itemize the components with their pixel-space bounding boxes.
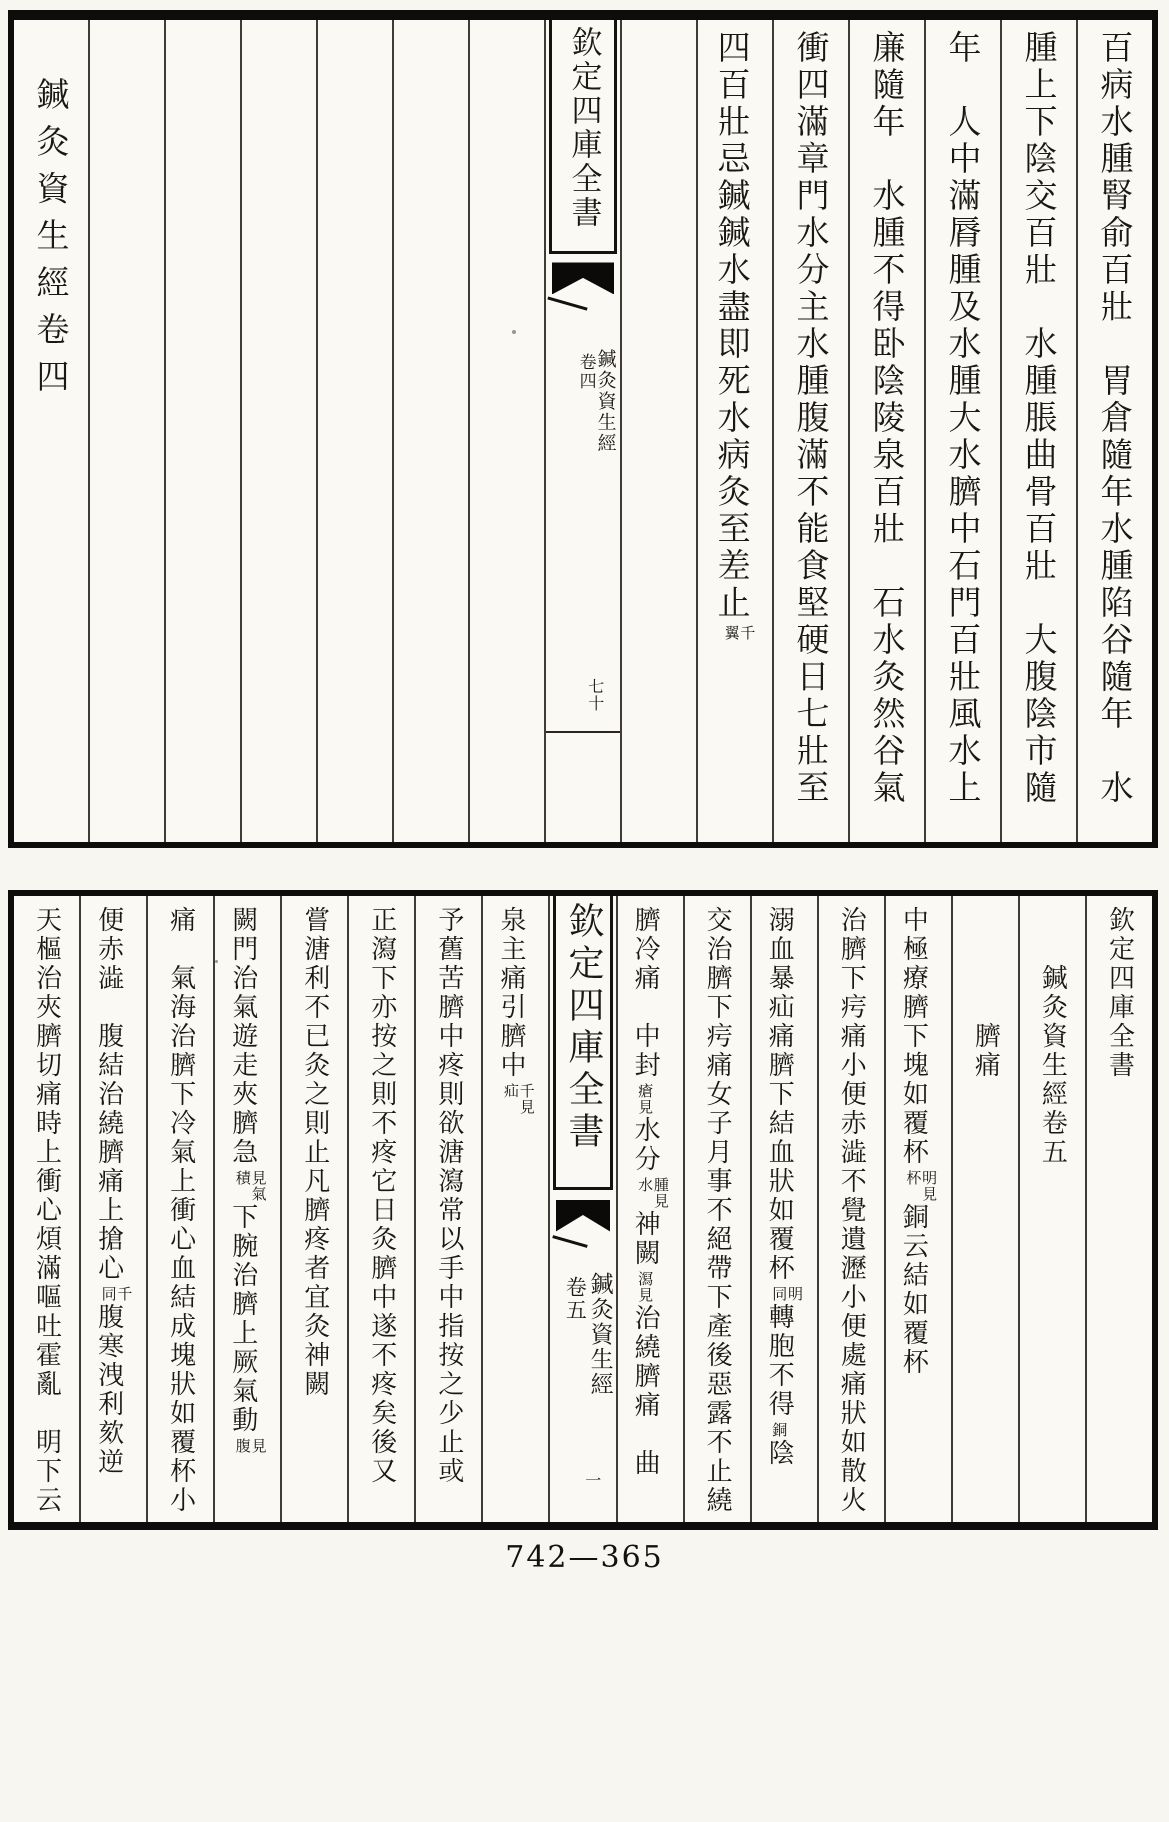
note-left-line: 水 xyxy=(636,1177,655,1193)
column-text xyxy=(943,20,983,842)
column-text xyxy=(898,896,939,1522)
text-column-16 xyxy=(79,896,146,1522)
text-column-4 xyxy=(848,20,924,842)
empty-column xyxy=(316,20,392,842)
banxin-book-title: 鍼灸資生經 xyxy=(594,348,617,454)
column-text xyxy=(1095,20,1135,842)
text-segment: 便赤澁 腹結治繞臍痛上搶心 xyxy=(93,906,124,1283)
column-text xyxy=(93,896,134,1522)
interlinear-note xyxy=(502,1083,534,1115)
title-cartouche xyxy=(553,896,612,1190)
fishtail-mark xyxy=(556,1200,611,1232)
text-segment: 溺血暴疝痛臍下結血狀如覆杯 xyxy=(764,906,795,1283)
note-left-line: 同 xyxy=(770,1286,789,1302)
note-right-line: 見 xyxy=(249,1438,268,1454)
text-segment: 臍冷痛 中封 xyxy=(630,906,661,1080)
text-segment: 水分 xyxy=(630,1116,661,1174)
text-segment: 予舊苦臍中疼則欲溏瀉常以手中指按之少止或 xyxy=(433,906,464,1486)
fishtail-stroke xyxy=(548,297,588,311)
column-text xyxy=(1019,20,1059,842)
note-right-line: 明 xyxy=(786,1286,805,1302)
text-segment: 嘗溏利不已灸之則止凡臍疼者宜灸神闕 xyxy=(299,906,330,1399)
reprint-page-number: 742—365 xyxy=(505,1540,664,1575)
empty-column xyxy=(88,20,164,842)
column-text xyxy=(31,20,71,842)
interlinear-note xyxy=(636,1083,655,1115)
empty-column xyxy=(392,20,468,842)
note-right-line: 千 xyxy=(115,1286,134,1302)
text-segment: 闕門治氣遊走夾臍急 xyxy=(227,906,258,1167)
column-text xyxy=(632,896,668,1522)
text-column-3 xyxy=(951,896,1018,1522)
bottom-page-block xyxy=(8,890,1158,1530)
text-segment: 痛 氣海治臍下冷氣上衝心血結成塊狀如覆杯小 xyxy=(165,906,196,1515)
text-segment: 中極療臍下塊如覆杯 xyxy=(898,906,929,1167)
text-column-6 xyxy=(750,896,817,1522)
banxin-volume-label: 卷四 xyxy=(575,352,596,391)
text-segment: 腫上下陰交百壯 水腫脹曲骨百壯 大腹陰市隨 xyxy=(1019,30,1059,807)
text-segment: 下腕治臍上厥氣動 xyxy=(227,1203,258,1435)
column-text xyxy=(712,20,757,842)
column-text xyxy=(1104,896,1135,1522)
interlinear-note xyxy=(100,1286,132,1302)
text-segment: 治臍下疞痛小便赤澁不覺遺瀝小便處痛狀如散火 xyxy=(836,906,867,1515)
text-column-5 xyxy=(817,896,884,1522)
column-text xyxy=(227,896,268,1522)
text-segment: 年 人中滿脣腫及水腫大水臍中石門百壯風水上 xyxy=(943,30,983,807)
text-column-12 xyxy=(347,896,414,1522)
note-right-line: 見氣 xyxy=(249,1170,268,1202)
interlinear-note xyxy=(234,1170,266,1202)
fishtail-stroke xyxy=(552,1235,587,1248)
empty-column xyxy=(468,20,544,842)
text-column-13 xyxy=(280,896,347,1522)
note-left-line: 疝 xyxy=(502,1083,521,1099)
interlinear-note xyxy=(234,1438,266,1454)
interlinear-note xyxy=(636,1271,655,1303)
text-column-17 xyxy=(14,896,79,1522)
text-column-1 xyxy=(1085,896,1152,1522)
text-column-5 xyxy=(772,20,848,842)
column-text xyxy=(366,896,397,1522)
text-column-10 xyxy=(481,896,548,1522)
folio-rule xyxy=(546,731,620,733)
text-segment: 正瀉下亦按之則不疼它日灸臍中遂不疼矣後又 xyxy=(366,906,397,1486)
text-segment: 廉隨年 水腫不得卧陰陵泉百壯 石水灸然谷氣 xyxy=(867,30,907,807)
text-segment: 轉胞不得 xyxy=(764,1303,795,1419)
text-segment: 臍痛 xyxy=(970,906,1001,1080)
column-text xyxy=(433,896,464,1522)
folio-number: 一 xyxy=(582,1471,602,1489)
text-column-3 xyxy=(924,20,1000,842)
text-segment: 天樞治夾臍切痛時上衝心煩滿嘔吐霍亂 明下云 xyxy=(31,906,62,1515)
banxin-book-title: 鍼灸資生經 xyxy=(586,1271,613,1397)
folio-number: 七十 xyxy=(585,677,605,712)
empty-column xyxy=(164,20,240,842)
note-right-line: 瘡見 xyxy=(636,1083,655,1115)
text-segment: 鍼灸資生經卷四 xyxy=(31,30,71,406)
column-text xyxy=(764,896,805,1522)
text-column-11 xyxy=(414,896,481,1522)
top-page-block xyxy=(8,10,1158,848)
fishtail-mark xyxy=(552,262,614,294)
cartouche-title: 欽定四庫全書 xyxy=(565,26,602,230)
banxin-column xyxy=(544,20,620,842)
column-text xyxy=(165,896,196,1522)
text-column-15 xyxy=(14,20,88,842)
text-segment: 衝四滿章門水分主水腫腹滿不能食堅硬日七壯至 xyxy=(791,30,831,807)
empty-column xyxy=(620,20,696,842)
text-column-1 xyxy=(1076,20,1152,842)
text-segment: 鍼灸資生經卷五 xyxy=(1037,906,1068,1167)
column-text xyxy=(1037,896,1068,1522)
empty-column xyxy=(240,20,316,842)
interlinear-note xyxy=(905,1170,937,1202)
banxin-volume-label: 卷五 xyxy=(563,1275,588,1322)
text-column-6 xyxy=(696,20,772,842)
note-left-line: 腹 xyxy=(233,1438,252,1454)
text-column-15 xyxy=(146,896,213,1522)
note-left-line: 翼 xyxy=(722,625,741,641)
note-right-line: 明見 xyxy=(920,1170,939,1202)
interlinear-note xyxy=(723,625,755,641)
note-left-line: 積 xyxy=(233,1170,252,1186)
column-text xyxy=(791,20,831,842)
note-right-line: 千 xyxy=(738,625,757,641)
text-column-4 xyxy=(884,896,951,1522)
column-text xyxy=(702,896,733,1522)
banxin-column xyxy=(548,896,615,1522)
interlinear-note xyxy=(771,1422,787,1438)
note-left-line: 杯 xyxy=(904,1170,923,1186)
text-segment: 腹寒洩利欬逆 xyxy=(93,1303,124,1477)
interlinear-note xyxy=(771,1286,803,1302)
banxin-book-info xyxy=(576,349,616,454)
column-text xyxy=(31,896,62,1522)
text-segment: 交治臍下疞痛女子月事不絕帶下產後惡露不止繞 xyxy=(702,906,733,1515)
title-cartouche xyxy=(549,20,617,254)
text-column-2 xyxy=(1018,896,1085,1522)
text-column-7 xyxy=(683,896,750,1522)
text-segment: 陰 xyxy=(764,1439,795,1468)
note-right-line: 千見 xyxy=(517,1083,536,1115)
column-text xyxy=(498,896,534,1522)
text-column-14 xyxy=(213,896,280,1522)
column-text xyxy=(867,20,907,842)
text-segment: 神闕 xyxy=(630,1210,661,1268)
note-left-line: 同 xyxy=(99,1286,118,1302)
note-right-line: 㵼見 xyxy=(636,1271,655,1303)
text-column-2 xyxy=(1000,20,1076,842)
text-segment: 泉主痛引臍中 xyxy=(496,906,527,1080)
column-text xyxy=(299,896,330,1522)
interlinear-note xyxy=(636,1177,668,1209)
text-segment: 銅云結如覆杯 xyxy=(898,1203,929,1377)
scan-speck xyxy=(215,960,218,963)
cartouche-title: 欽定四庫全書 xyxy=(562,902,604,1154)
column-text xyxy=(970,896,1001,1522)
column-text xyxy=(836,896,867,1522)
text-segment: 欽定四庫全書 xyxy=(1104,906,1135,1080)
text-column-8 xyxy=(616,896,683,1522)
text-segment: 四百壯忌鍼鍼水盡即死水病灸至差止 xyxy=(712,30,752,622)
text-segment: 百病水腫腎俞百壯 胃倉隨年水腫陷谷隨年 水 xyxy=(1095,30,1135,807)
text-segment: 治繞臍痛 曲 xyxy=(630,1304,661,1478)
note-right-line: 銅 xyxy=(770,1422,789,1438)
banxin-book-info xyxy=(563,1272,611,1397)
scan-speck xyxy=(512,330,516,334)
note-right-line: 腫見 xyxy=(651,1177,670,1209)
